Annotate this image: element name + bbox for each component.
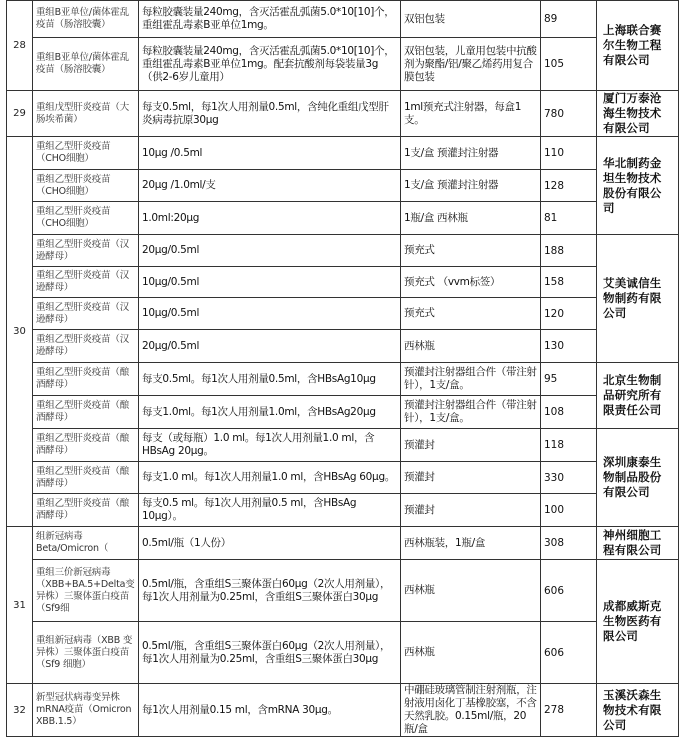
packaging-cell: 预灌封注射器组合件（带注射针），1支/盒。 xyxy=(401,363,541,396)
packaging-cell: 预充式 （vvm标签） xyxy=(401,267,541,298)
manufacturer-cell: 上海联合赛尔生物工程有限公司 xyxy=(597,1,679,91)
manufacturer-cell: 艾美诚信生物制药有限公司 xyxy=(597,235,679,363)
price-cell: 110 xyxy=(541,137,597,170)
packaging-cell: 1支/盒 预灌封注射器 xyxy=(401,137,541,170)
table-row xyxy=(7,622,679,684)
table-row xyxy=(7,330,679,363)
product-name-cell: 重组乙型肝炎疫苗（酿酒酵母） xyxy=(33,494,139,527)
table-body xyxy=(7,1,679,737)
price-cell: 100 xyxy=(541,494,597,527)
price-cell: 606 xyxy=(541,622,597,684)
price-cell: 128 xyxy=(541,170,597,202)
table-row xyxy=(7,235,679,267)
table-row xyxy=(7,462,679,494)
table-row xyxy=(7,560,679,622)
specification-cell: 每支1.0 ml。每1次人用剂量1.0 ml，含HBsAg 60μg。 xyxy=(139,462,401,494)
table-row xyxy=(7,137,679,170)
packaging-cell: 预灌封 xyxy=(401,494,541,527)
specification-cell: 每支0.5ml。每1次人用剂量0.5ml，含HBsAg10μg xyxy=(139,363,401,396)
product-name-cell: 重组乙型肝炎疫苗（CHO细胞） xyxy=(33,137,139,170)
packaging-cell: 中硼硅玻璃管制注射剂瓶，注射液用卤化丁基橡胶塞，不含天然乳胶。0.15ml/瓶，20瓶/盒 xyxy=(401,684,541,737)
product-name-cell: 重组乙型肝炎疫苗（酿酒酵母） xyxy=(33,429,139,462)
product-name-cell: 重组乙型肝炎疫苗（酿酒酵母） xyxy=(33,363,139,396)
table-row xyxy=(7,267,679,298)
table-row xyxy=(7,91,679,137)
product-name-cell: 重组乙型肝炎疫苗（酿酒酵母） xyxy=(33,396,139,429)
product-name-cell: 新型冠状病毒变异株mRNA疫苗（Omicron XBB.1.5） xyxy=(33,684,139,737)
serial-number-cell: 32 xyxy=(7,684,33,737)
specification-cell: 20μg/0.5ml xyxy=(139,330,401,363)
specification-cell: 每支0.5 ml。每1次人用剂量0.5 ml，含HBsAg 10μg）。 xyxy=(139,494,401,527)
product-name-cell: 组新冠病毒Beta/Omicron（ xyxy=(33,527,139,560)
table-row xyxy=(7,1,679,38)
specification-cell: 1.0ml:20μg xyxy=(139,202,401,235)
manufacturer-cell: 华北制药金坦生物技术股份有限公司 xyxy=(597,137,679,235)
table-row xyxy=(7,527,679,560)
product-name-cell: 重组乙型肝炎疫苗（CHO细胞） xyxy=(33,170,139,202)
product-name-cell: 重组乙型肝炎疫苗（酿酒酵母） xyxy=(33,462,139,494)
price-cell: 105 xyxy=(541,38,597,91)
specification-cell: 10μg /0.5ml xyxy=(139,137,401,170)
packaging-cell: 预灌封 xyxy=(401,462,541,494)
product-name-cell: 重组新冠病毒（XBB 变异株）三聚体蛋白疫苗（Sf9 细胞） xyxy=(33,622,139,684)
serial-number-cell: 28 xyxy=(7,1,33,91)
table-row xyxy=(7,202,679,235)
price-cell: 780 xyxy=(541,91,597,137)
specification-cell: 10μg/0.5ml xyxy=(139,267,401,298)
specification-cell: 每1次人用剂量0.15 ml，含mRNA 30μg。 xyxy=(139,684,401,737)
price-cell: 308 xyxy=(541,527,597,560)
table-row xyxy=(7,170,679,202)
specification-cell: 每支1.0ml。每1次人用剂量1.0ml，含HBsAg20μg xyxy=(139,396,401,429)
table-row xyxy=(7,429,679,462)
serial-number-cell: 31 xyxy=(7,527,33,684)
packaging-cell: 预灌封注射器组合件（带注射针），1支/盒。 xyxy=(401,396,541,429)
packaging-cell: 1支/盒 预灌封注射器 xyxy=(401,170,541,202)
packaging-cell: 预灌封 xyxy=(401,429,541,462)
packaging-cell: 西林瓶 xyxy=(401,622,541,684)
table-row xyxy=(7,298,679,330)
price-cell: 130 xyxy=(541,330,597,363)
price-cell: 330 xyxy=(541,462,597,494)
product-name-cell: 重组三价新冠病毒（XBB+BA.5+Delta变异株）三聚体蛋白疫苗（Sf9细 xyxy=(33,560,139,622)
specification-cell: 每支0.5ml，每1次人用剂量0.5ml，含纯化重组戊型肝炎病毒抗原30μg xyxy=(139,91,401,137)
packaging-cell: 西林瓶 xyxy=(401,330,541,363)
price-cell: 89 xyxy=(541,1,597,38)
serial-number-cell: 30 xyxy=(7,137,33,527)
price-cell: 278 xyxy=(541,684,597,737)
table-row xyxy=(7,684,679,737)
specification-cell: 20μg/0.5ml xyxy=(139,235,401,267)
product-name-cell: 重组乙型肝炎疫苗（汉逊酵母） xyxy=(33,267,139,298)
specification-cell: 每粒胶囊装量240mg，含灭活霍乱弧菌5.0*10[10]个，重组霍乱毒素B亚单位1mg。 xyxy=(139,1,401,38)
price-cell: 120 xyxy=(541,298,597,330)
product-name-cell: 重组乙型肝炎疫苗（汉逊酵母） xyxy=(33,235,139,267)
drug-price-table xyxy=(6,0,679,737)
specification-cell: 0.5ml/瓶，含重组S三聚体蛋白60μg（2次人用剂量），每1次人用剂量为0.25ml，含重组S三聚体蛋白30μg xyxy=(139,560,401,622)
price-cell: 81 xyxy=(541,202,597,235)
packaging-cell: 1瓶/盒 西林瓶 xyxy=(401,202,541,235)
manufacturer-cell: 神州细胞工程有限公司 xyxy=(597,527,679,560)
table-row xyxy=(7,494,679,527)
drug-price-table-container xyxy=(6,0,678,737)
packaging-cell: 双铝包装，儿童用包装中抗酸剂为聚酯/铝/聚乙烯药用复合膜包装 xyxy=(401,38,541,91)
price-cell: 188 xyxy=(541,235,597,267)
manufacturer-cell: 玉溪沃森生物技术有限公司 xyxy=(597,684,679,737)
product-name-cell: 重组乙型肝炎疫苗（汉逊酵母） xyxy=(33,330,139,363)
manufacturer-cell: 成都威斯克生物医药有限公司 xyxy=(597,560,679,684)
specification-cell: 20μg /1.0ml/支 xyxy=(139,170,401,202)
serial-number-cell: 29 xyxy=(7,91,33,137)
packaging-cell: 预充式 xyxy=(401,235,541,267)
specification-cell: 每支（或每瓶）1.0 ml。每1次人用剂量1.0 ml，含HBsAg 20μg。 xyxy=(139,429,401,462)
specification-cell: 0.5ml/瓶，含重组S三聚体蛋白60μg（2次人用剂量），每1次人用剂量为0.25ml，含重组S三聚体蛋白30μg xyxy=(139,622,401,684)
packaging-cell: 1ml预充式注射器，每盒1支。 xyxy=(401,91,541,137)
specification-cell: 每粒胶囊装量240mg，含灭活霍乱弧菌5.0*10[10]个，重组霍乱毒素B亚单位1mg。配套抗酸剂每袋装量3g（供2-6岁儿童用） xyxy=(139,38,401,91)
manufacturer-cell: 深圳康泰生物制品股份有限公司 xyxy=(597,429,679,527)
specification-cell: 10μg/0.5ml xyxy=(139,298,401,330)
table-row xyxy=(7,38,679,91)
product-name-cell: 重组B亚单位/菌体霍乱疫苗（肠溶胶囊） xyxy=(33,1,139,38)
table-row xyxy=(7,396,679,429)
packaging-cell: 西林瓶 xyxy=(401,560,541,622)
table-row xyxy=(7,363,679,396)
price-cell: 158 xyxy=(541,267,597,298)
product-name-cell: 重组B亚单位/菌体霍乱疫苗（肠溶胶囊） xyxy=(33,38,139,91)
price-cell: 118 xyxy=(541,429,597,462)
manufacturer-cell: 厦门万泰沧海生物技术有限公司 xyxy=(597,91,679,137)
product-name-cell: 重组乙型肝炎疫苗（汉逊酵母） xyxy=(33,298,139,330)
product-name-cell: 重组戊型肝炎疫苗（大肠埃希菌） xyxy=(33,91,139,137)
specification-cell: 0.5ml/瓶（1人份） xyxy=(139,527,401,560)
price-cell: 108 xyxy=(541,396,597,429)
price-cell: 606 xyxy=(541,560,597,622)
packaging-cell: 西林瓶装，1瓶/盒 xyxy=(401,527,541,560)
packaging-cell: 预充式 xyxy=(401,298,541,330)
price-cell: 95 xyxy=(541,363,597,396)
manufacturer-cell: 北京生物制品研究所有限责任公司 xyxy=(597,363,679,429)
packaging-cell: 双铝包装 xyxy=(401,1,541,38)
product-name-cell: 重组乙型肝炎疫苗（CHO细胞） xyxy=(33,202,139,235)
